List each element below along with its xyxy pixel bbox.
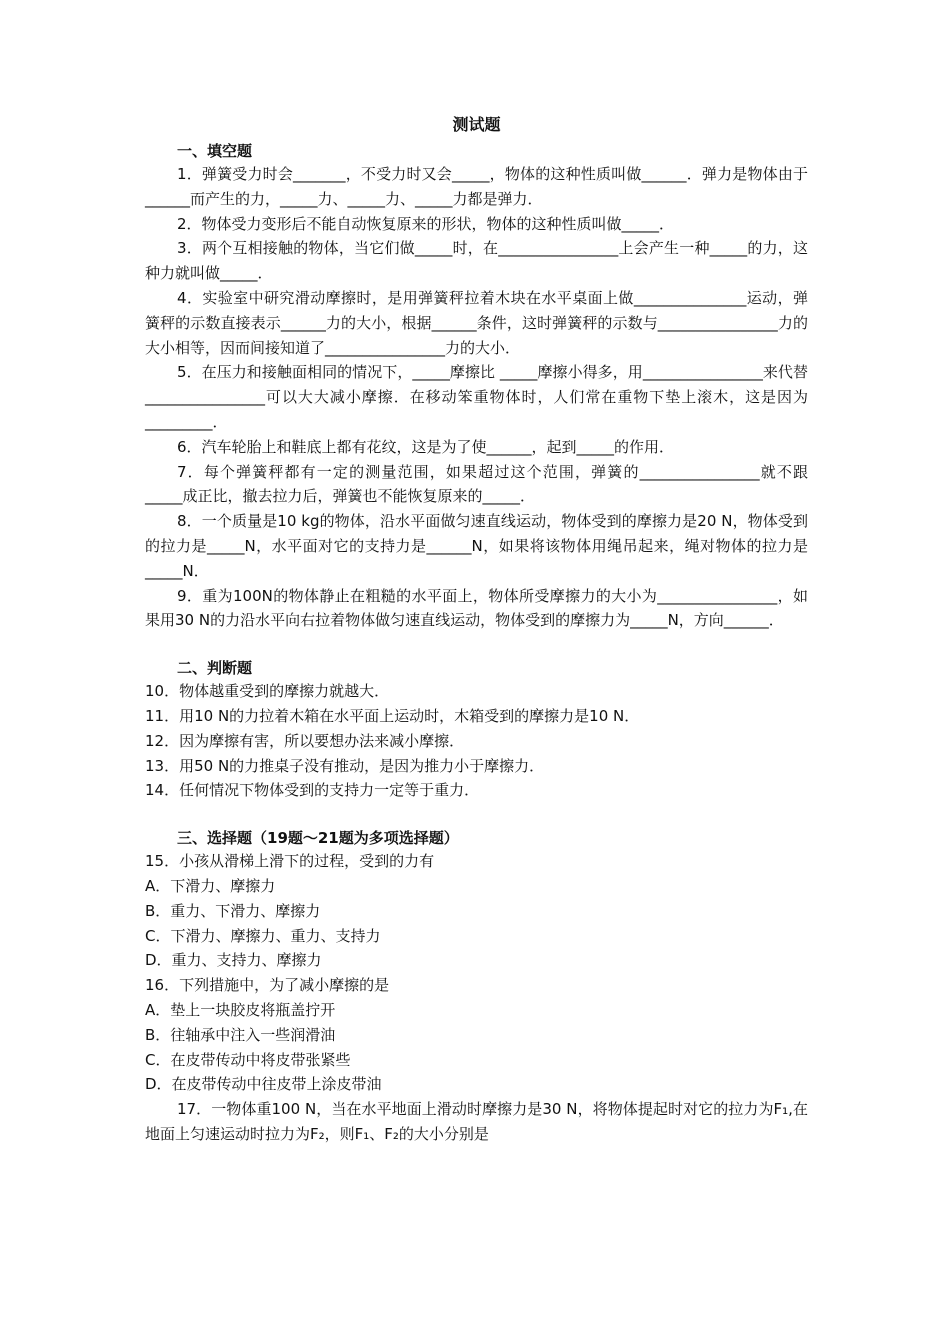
choice-15-option-b: B．重力、下滑力、摩擦力 <box>145 901 321 920</box>
spacer <box>145 633 808 657</box>
fill-question-6: 6．汽车轮胎上和鞋底上都有花纹，这是为了使______，起到_____的作用． <box>177 437 675 456</box>
judge-question-10: 10．物体越重受到的摩擦力就越大． <box>145 682 390 701</box>
choice-15-option-a: A．下滑力、摩擦力 <box>145 876 276 895</box>
section-fill-heading: 一、填空题 <box>177 142 253 160</box>
fill-question-7: 7．每个弹簧秤都有一定的测量范围，如果超过这个范围，弹簧的________________就不跟_____成正比，撤去拉力后，弹簧也不能恢复原来的_____． <box>145 462 808 506</box>
fill-question-1: 1．弹簧受力时会_______，不受力时又会_____，物体的这种性质叫做______．弹力是物体由于______而产生的力，_____力、_____力、_____力都是弹力． <box>145 165 808 208</box>
fill-question-9: 9．重为100N的物体静止在粗糙的水平面上，物体所受摩擦力的大小为________________，如果用30 N的力沿水平向右拉着物体做匀速直线运动，物体受到的摩擦力为_____N，方向______． <box>145 586 808 630</box>
judge-question-11: 11．用10 N的力拉着木箱在水平面上运动时，木箱受到的摩擦力是10 N． <box>145 706 640 725</box>
page-title: 测试题 <box>452 115 501 134</box>
exam-page <box>145 112 808 1147</box>
choice-16-option-b: B．往轴承中注入一些润滑油 <box>145 1025 336 1044</box>
fill-question-2: 2．物体受力变形后不能自动恢复原来的形状，物体的这种性质叫做_____． <box>177 214 675 233</box>
section-judge-heading: 二、判断题 <box>177 659 253 678</box>
section-choice-heading: 三、选择题（19题～21题为多项选择题） <box>177 829 459 848</box>
choice-question-17: 17．一物体重100 N，当在水平地面上滑动时摩擦力是30 N，将物体提起时对它的拉力为F₁,在地面上匀速运动时拉力为F₂，则F₁、F₂的大小分别是 <box>145 1100 808 1143</box>
spacer <box>145 803 808 827</box>
choice-question-16: 16．下列措施中，为了减小摩擦的是 <box>145 976 390 995</box>
choice-15-option-c: C．下滑力、摩擦力、重力、支持力 <box>145 926 381 945</box>
fill-question-8: 8．一个质量是10 kg的物体，沿水平面做匀速直线运动，物体受到的摩擦力是20 N，物体受到的拉力是_____N，水平面对它的支持力是______N，如果将该物体用绳吊起来，绳对物体的拉力是_____N． <box>145 512 808 580</box>
judge-question-13: 13．用50 N的力推桌子没有推动，是因为推力小于摩擦力． <box>145 756 545 775</box>
choice-15-option-d: D．重力、支持力、摩擦力 <box>145 951 322 970</box>
fill-question-4: 4．实验室中研究滑动摩擦时，是用弹簧秤拉着木块在水平桌面上做_______________运动，弹簧秤的示数直接表示______力的大小，根据______条件，这时弹簧秤的示数与________________力的大小相等，因而间接知道了________________力的大小． <box>145 288 808 357</box>
fill-question-5: 5．在压力和接触面相同的情况下，_____摩擦比 _____摩擦小得多，用________________来代替________________可以大大减小摩擦．在移动笨重物体时，人们常在重物下垫上滚木，这是因为_________． <box>145 363 808 431</box>
choice-16-option-d: D．在皮带传动中往皮带上涂皮带油 <box>145 1075 382 1094</box>
choice-question-15: 15．小孩从滑梯上滑下的过程，受到的力有 <box>145 852 435 871</box>
choice-16-option-c: C．在皮带传动中将皮带张紧些 <box>145 1050 351 1069</box>
fill-question-3: 3．两个互相接触的物体，当它们做_____时，在________________上会产生一种_____的力，这种力就叫做_____． <box>145 239 808 283</box>
choice-16-option-a: A．垫上一块胶皮将瓶盖拧开 <box>145 1000 336 1019</box>
judge-question-14: 14．任何情况下物体受到的支持力一定等于重力． <box>145 781 480 800</box>
judge-question-12: 12．因为摩擦有害，所以要想办法来减小摩擦． <box>145 731 465 750</box>
